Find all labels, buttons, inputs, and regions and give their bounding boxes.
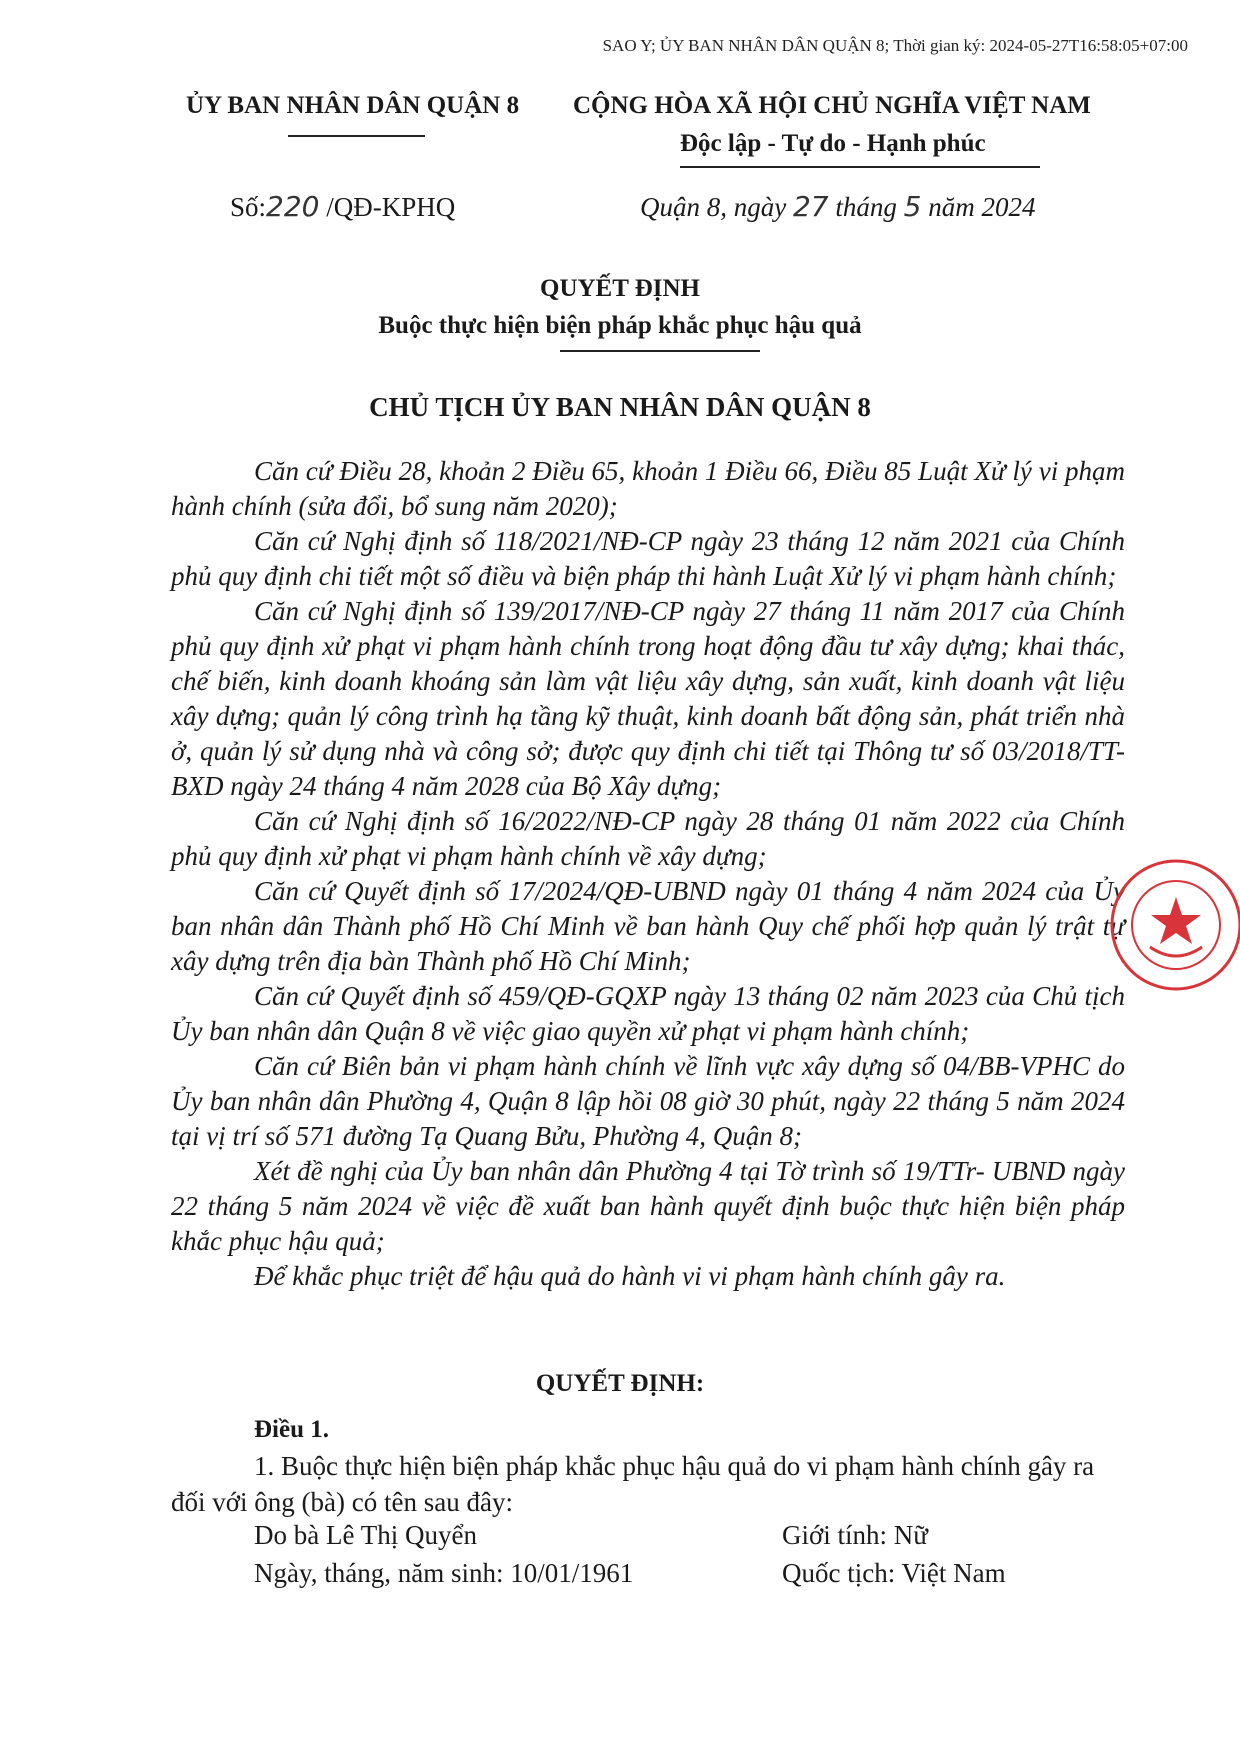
basis-paragraph: Căn cứ Quyết định số 17/2024/QĐ-UBND ngày 01 tháng 4 năm 2024 của Ủy ban nhân dân Thành phố Hồ Chí Minh về ban hành Quy chế phối hợp quản lý trật tự xây dựng trên địa bàn Thành phố Hồ Chí Minh; (171, 876, 1125, 976)
person-gender: Giới tính: Nữ (782, 1520, 928, 1550)
official-seal-stamp (1106, 855, 1240, 995)
document-title: QUYẾT ĐỊNH (540, 275, 700, 302)
document-date (640, 190, 1035, 223)
national-motto: Độc lập - Tự do - Hạnh phúc (680, 130, 986, 157)
issuing-authority: CHỦ TỊCH ỦY BAN NHÂN DÂN QUẬN 8 (369, 392, 871, 422)
basis-paragraph: Căn cứ Nghị định số 118/2021/NĐ-CP ngày 23 tháng 12 năm 2021 của Chính phủ quy định chi tiết một số điều và biện pháp thi hành Luật Xử lý vi phạm hành chính; (171, 526, 1125, 591)
article-1-heading: Điều 1. (254, 1416, 329, 1443)
document-number (230, 190, 455, 223)
basis-paragraph: Xét đề nghị của Ủy ban nhân dân Phường 4 tại Tờ trình số 19/TTr- UBND ngày 22 tháng 5 năm 2024 về việc đề xuất ban hành quyết định buộc thực hiện biện pháp khắc phục hậu quả; (171, 1156, 1125, 1256)
article-1-paragraph: 1. Buộc thực hiện biện pháp khắc phục hậu quả do vi phạm hành chính gây ra đối với ông (bà) có tên sau đây: (171, 1451, 1095, 1517)
basis-paragraph: Căn cứ Biên bản vi phạm hành chính về lĩnh vực xây dựng số 04/BB-VPHC do Ủy ban nhân dân Phường 4, Quận 8 lập hồi 08 giờ 30 phút, ngày 22 tháng 5 năm 2024 tại vị trí số 571 đường Tạ Quang Bửu, Phường 4, Quận 8; (171, 1051, 1125, 1151)
motto-underline (680, 166, 1040, 168)
doc-no-handwritten: 220 (266, 190, 320, 223)
basis-paragraph: Để khắc phục triệt để hậu quả do hành vi vi phạm hành chính gây ra. (254, 1261, 1006, 1291)
date-day-handwritten: 27 (792, 190, 829, 223)
decision-heading: QUYẾT ĐỊNH: (535, 1370, 705, 1397)
document-subtitle: Buộc thực hiện biện pháp khắc phục hậu quả (378, 312, 862, 339)
seal-emblem-arc (1150, 947, 1202, 956)
doc-no-suffix: /QĐ-KPHQ (319, 192, 456, 222)
person-nationality: Quốc tịch: Việt Nam (782, 1558, 1006, 1588)
issuer-underline (288, 135, 425, 137)
seal-star-icon (1151, 897, 1201, 944)
subtitle-underline (560, 350, 760, 352)
basis-paragraph: Căn cứ Nghị định số 16/2022/NĐ-CP ngày 28 tháng 01 năm 2022 của Chính phủ quy định xử phạt vi phạm hành chính về xây dựng; (171, 806, 1125, 871)
basis-paragraph: Căn cứ Nghị định số 139/2017/NĐ-CP ngày 27 tháng 11 năm 2017 của Chính phủ quy định xử phạt vi phạm hành chính trong hoạt động đầu tư xây dựng; khai thác, chế biến, kinh doanh khoáng sản làm vật liệu xây dựng, sản xuất, kinh doanh vật liệu xây dựng; quản lý công trình hạ tầng kỹ thuật, kinh doanh bất động sản, phát triển nhà ở, quản lý sử dụng nhà và công sở; được quy định chi tiết tại Thông tư số 03/2018/TT-BXD ngày 24 tháng 4 năm 2028 của Bộ Xây dựng; (171, 596, 1125, 801)
date-month-handwritten: 5 (903, 190, 922, 223)
doc-no-prefix: Số: (230, 192, 267, 222)
basis-paragraph: Căn cứ Điều 28, khoản 2 Điều 65, khoản 1 Điều 66, Điều 85 Luật Xử lý vi phạm hành chính (sửa đổi, bổ sung năm 2020); (171, 456, 1125, 521)
date-year: năm 2024 (921, 192, 1036, 222)
digital-signature-note: SAO Y; ỦY BAN NHÂN DÂN QUẬN 8; Thời gian ký: 2024-05-27T16:58:05+07:00 (602, 36, 1188, 55)
person-dob: Ngày, tháng, năm sinh: 10/01/1961 (254, 1558, 634, 1588)
nation-name: CỘNG HÒA XÃ HỘI CHỦ NGHĨA VIỆT NAM (573, 92, 1091, 119)
date-month-label: tháng (828, 192, 904, 222)
basis-paragraph: Căn cứ Quyết định số 459/QĐ-GQXP ngày 13 tháng 02 năm 2023 của Chủ tịch Ủy ban nhân dân Quận 8 về việc giao quyền xử phạt vi phạm hành chính; (171, 981, 1125, 1046)
issuer-name: ỦY BAN NHÂN DÂN QUẬN 8 (186, 92, 520, 119)
person-name: Do bà Lê Thị Quyển (254, 1520, 477, 1550)
legal-basis (171, 454, 1125, 1294)
date-place: Quận 8, ngày (640, 192, 793, 222)
